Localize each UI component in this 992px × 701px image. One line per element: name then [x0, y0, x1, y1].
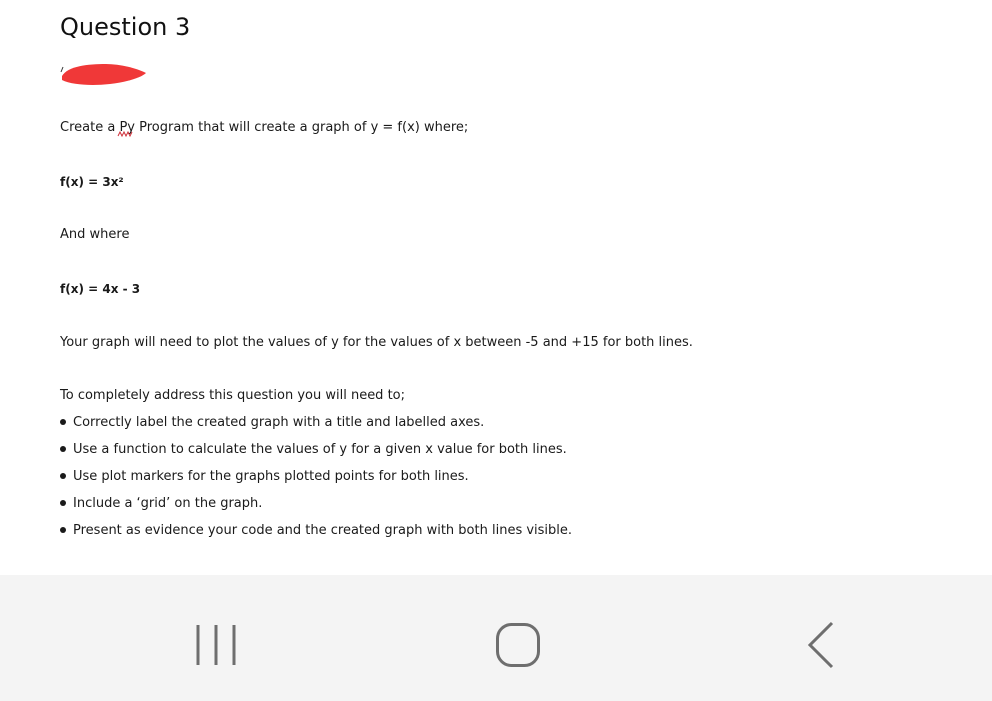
spellcheck-squiggle-icon	[117, 130, 133, 138]
function-two: f(x) = 4x - 3	[60, 282, 141, 296]
back-icon	[792, 615, 852, 675]
bullet-item	[60, 469, 469, 484]
android-navigation-bar	[0, 575, 992, 701]
bullet-icon	[60, 500, 66, 506]
question-heading: Question 3	[60, 13, 191, 41]
bullet-icon	[60, 527, 66, 533]
bullet-text: Use a function to calculate the values of y for a given x value for both lines.	[73, 442, 567, 457]
back-button[interactable]	[792, 615, 852, 675]
intro-text-end: Program that will create a graph of y = f(x) where;	[134, 120, 469, 135]
range-instruction: Your graph will need to plot the values of y for the values of x between -5 and +15 for both lines.	[60, 335, 693, 350]
spellcheck-word[interactable]	[119, 120, 135, 135]
bullet-item	[60, 496, 262, 511]
bullet-item	[60, 415, 484, 430]
bullet-item	[60, 442, 567, 457]
intro-line	[60, 120, 468, 135]
bullet-text: Present as evidence your code and the created graph with both lines visible.	[73, 523, 573, 538]
bullet-text: Correctly label the created graph with a title and labelled axes.	[73, 415, 485, 430]
redaction-scribble	[58, 58, 150, 88]
bullet-item	[60, 523, 572, 538]
requirements-intro: To completely address this question you will need to;	[60, 388, 406, 403]
bullet-icon	[60, 473, 66, 479]
recent-apps-icon	[186, 615, 246, 675]
bullet-text: Use plot markers for the graphs plotted points for both lines.	[73, 469, 469, 484]
and-where-text: And where	[60, 227, 130, 242]
intro-squiggle-word: Py	[119, 120, 135, 135]
home-button[interactable]	[488, 615, 548, 675]
function-one: f(x) = 3x²	[60, 175, 124, 189]
bullet-icon	[60, 446, 66, 452]
intro-text-start: Create a	[60, 120, 120, 135]
home-icon	[488, 615, 548, 675]
bullet-icon	[60, 419, 66, 425]
bullet-text: Include a ‘grid’ on the graph.	[73, 496, 263, 511]
recent-apps-button[interactable]	[186, 615, 246, 675]
